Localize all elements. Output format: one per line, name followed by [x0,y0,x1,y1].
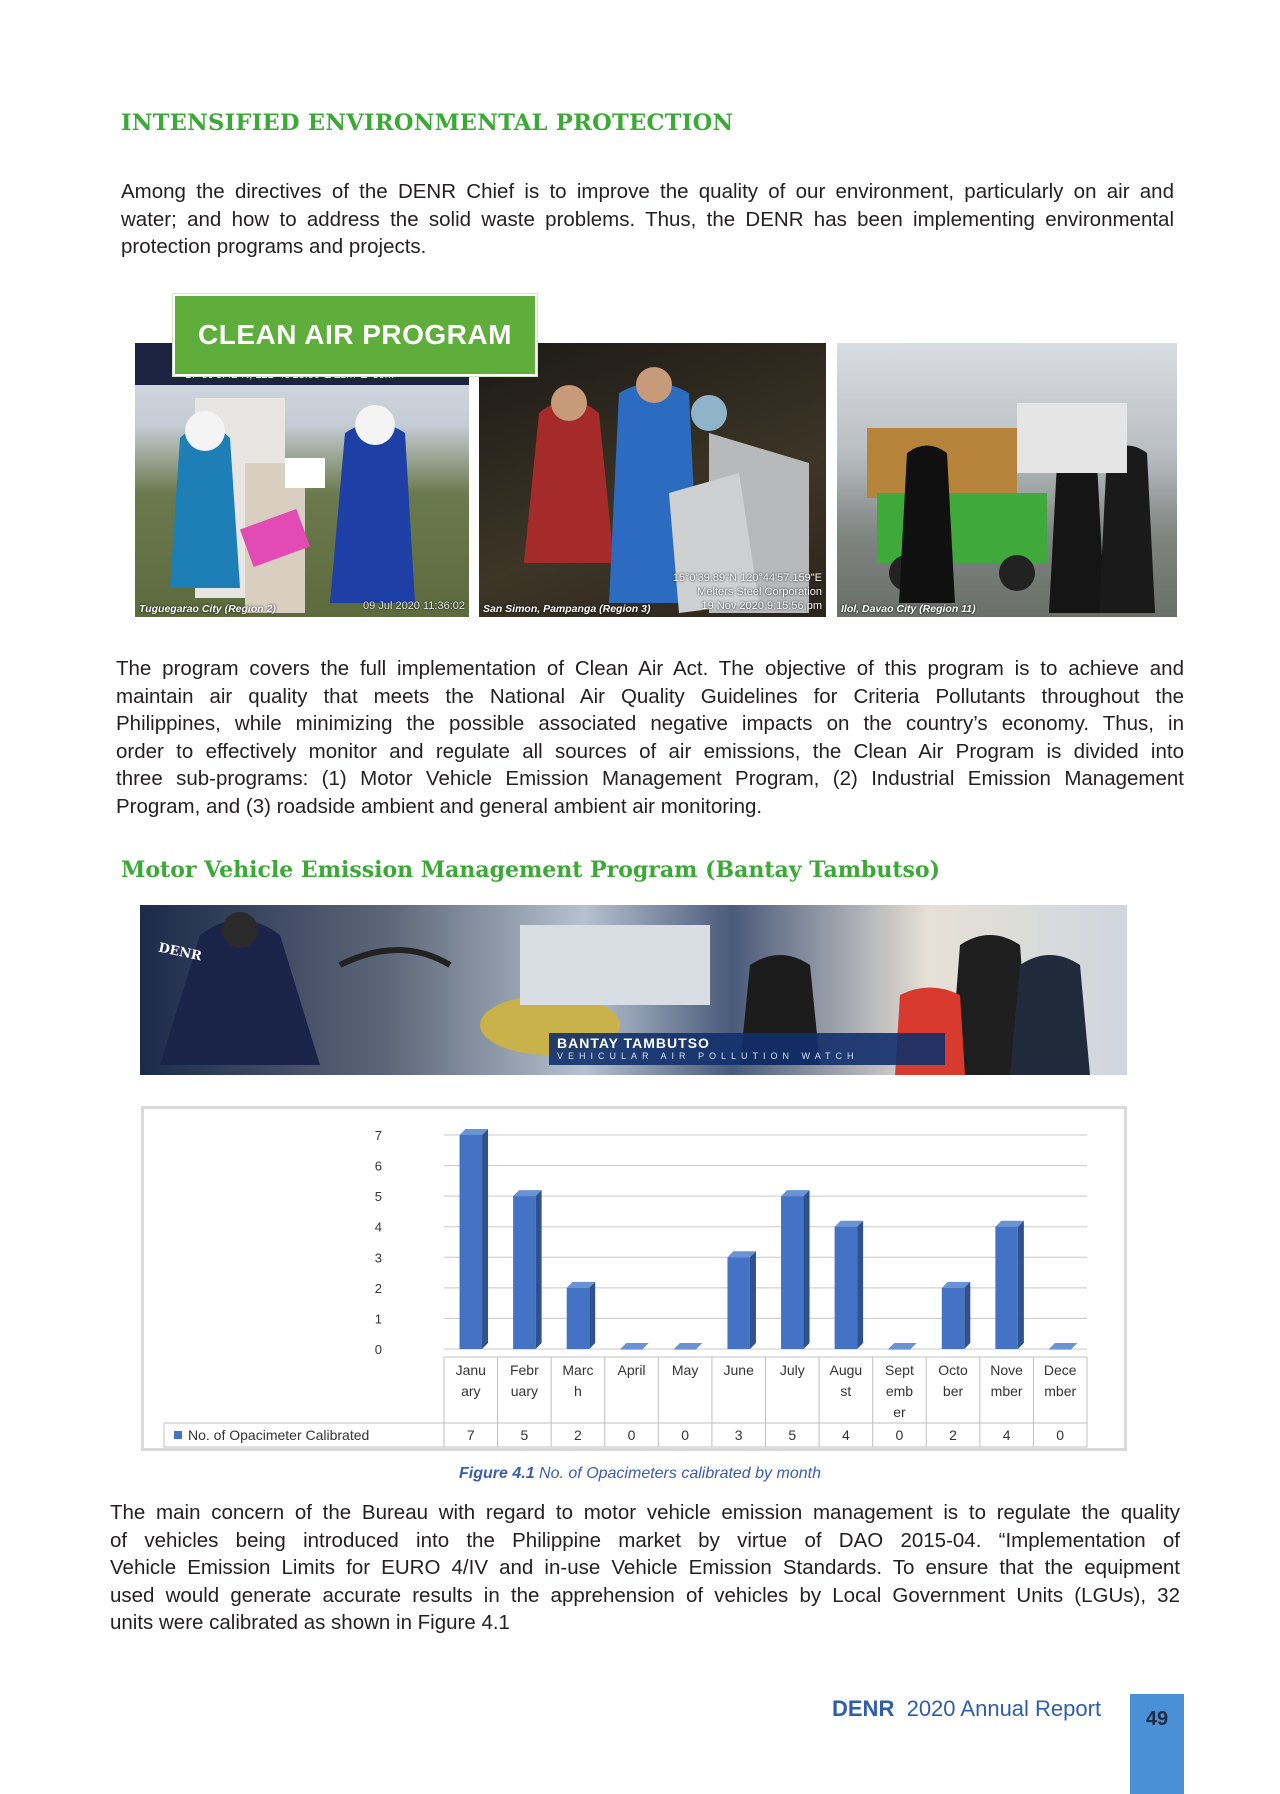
section-heading: INTENSIFIED ENVIRONMENTAL PROTECTION [121,110,734,136]
y-tick-label: 7 [374,1128,382,1143]
main-line: of vehicles being introduced into the Philippine market by virtue of DAO 2015-04. “Implementation of [110,1528,1180,1552]
intro-paragraph [121,178,1174,261]
logo-title: BANTAY TAMBUTSO [557,1035,710,1051]
photo-tuguegarao [135,343,469,617]
x-tick-label: Marc [562,1362,594,1378]
x-tick-label: h [574,1383,582,1399]
intro-line: protection programs and projects. [121,235,427,258]
photo-gps-stamp [673,571,822,613]
program-line: The program covers the full implementation of Clean Air Act. The objective of this program is to achieve and [116,657,1184,680]
data-label: 4 [1002,1427,1011,1443]
program-paragraph [116,655,1184,820]
x-tick-label: Octo [938,1362,968,1378]
bar [674,1349,697,1350]
program-line: Philippines, while minimizing the possible associated negative impacts on the country’s economy. Thus, in [116,712,1184,735]
bar-side [1018,1221,1024,1349]
figure-caption-text: No. of Opacimeters calibrated by month [534,1465,821,1482]
vest-text: DENR [156,940,203,965]
bantay-tambutso-collage [140,905,1127,1075]
bar-side [750,1251,756,1349]
data-label: 0 [681,1427,690,1443]
bar [942,1288,965,1349]
bar-side [857,1221,863,1349]
figure-caption [0,1465,1280,1483]
bar [620,1349,643,1350]
bar-top [620,1343,649,1349]
stamp-location: Melters Steel Corporation [697,586,822,598]
x-tick-label: Sept [885,1362,914,1378]
main-line: used would generate accurate results in the apprehension of vehicles by Local Government Units (LGUs), 32 [110,1583,1180,1607]
program-line: order to effectively monitor and regulate all sources of air emissions, the Clean Air Program is divided into [116,739,1184,763]
photo-san-simon [479,343,826,617]
bar [727,1257,750,1349]
data-label: 2 [574,1427,582,1443]
bar [460,1135,483,1349]
intro-line: water; and how to address the solid waste problems. Thus, the DENR has been implementing environmental [121,207,1174,231]
program-line: maintain air quality that meets the National Air Quality Guidelines for Criteria Pollutants throughout the [116,684,1184,708]
main-paragraph [110,1499,1180,1637]
x-tick-label: Janu [455,1362,486,1378]
data-label: 3 [734,1427,743,1443]
photo-date-stamp: 09 Jul 2020 11:36:02 [363,600,465,612]
x-tick-label: er [893,1404,906,1420]
main-line: units were calibrated as shown in Figure 4.1 [110,1611,510,1634]
bar-top [674,1343,703,1349]
y-tick-label: 4 [374,1219,382,1235]
intro-line: Among the directives of the DENR Chief is to improve the quality of our environment, particularly on air and [121,180,1174,203]
bar [835,1227,858,1349]
y-tick-label: 6 [374,1158,382,1174]
photo-davao [837,343,1177,617]
bar-top [1049,1343,1078,1349]
y-tick-label: 1 [374,1311,382,1327]
subsection-heading: Motor Vehicle Emission Management Program (Bantay Tambutso) [121,857,941,883]
x-tick-label: June [723,1362,754,1378]
photo-caption: Tuguegarao City (Region 2) [139,603,276,615]
x-tick-label: ary [461,1383,481,1399]
bar [513,1196,536,1349]
data-label: 5 [788,1427,797,1443]
y-tick-label: 0 [374,1342,382,1357]
data-label: 7 [466,1427,475,1443]
x-tick-label: Febr [509,1362,539,1378]
opacimeter-chart-svg [144,1109,1124,1448]
program-line: Program, and (3) roadside ambient and general ambient air monitoring. [116,794,763,818]
figure-label: Figure 4.1 [459,1465,535,1482]
logo-subtitle: VEHICULAR AIR POLLUTION WATCH [557,1051,859,1061]
x-tick-label: emb [885,1383,914,1399]
data-label: 2 [949,1427,957,1443]
data-label: 4 [841,1427,850,1443]
legend-swatch [174,1431,182,1439]
main-line: The main concern of the Bureau with regard to motor vehicle emission management is to regulate the quality [110,1501,1180,1524]
y-tick-label: 2 [374,1280,382,1296]
main-line: Vehicle Emission Limits for EURO 4/IV and in-use Vehicle Emission Standards. To ensure that the equipment [110,1556,1180,1579]
x-tick-label: mber [990,1383,1023,1399]
bar [888,1349,911,1350]
data-label: 5 [520,1427,529,1443]
bar-side [536,1190,542,1349]
photo-scene [837,343,1177,617]
program-line: three sub-programs: (1) Motor Vehicle Emission Management Program, (2) Industrial Emission Management [116,767,1184,790]
data-label: 0 [627,1427,636,1443]
bar [781,1196,804,1349]
y-tick-label: 5 [374,1189,382,1205]
bar [567,1288,590,1349]
bar [995,1227,1018,1349]
x-tick-label: Augu [829,1362,863,1378]
photo-scene [135,343,469,617]
opacimeter-chart [141,1106,1127,1451]
bar-side [804,1190,810,1349]
data-label: 0 [1056,1427,1065,1443]
stamp-date: 19 Nov 2020 9:15:56 pm [701,600,822,612]
x-tick-label: uary [510,1383,538,1399]
bar-side [482,1129,488,1349]
photo-caption: Ilol, Davao City (Region 11) [841,603,976,615]
x-tick-label: Dece [1043,1362,1077,1378]
footer-brand: DENR [832,1696,895,1721]
x-tick-label: July [779,1362,805,1378]
stamp-coordinates: 15°0'39.89"N 120°44'57.159"E [672,572,822,584]
x-tick-label: st [840,1383,852,1399]
footer-report-title [832,1696,1101,1722]
bar-side [964,1282,970,1349]
y-tick-label: 3 [374,1250,382,1266]
x-tick-label: April [617,1362,646,1378]
bantay-tambutso-logo [549,1033,945,1065]
x-tick-label: May [671,1362,699,1378]
footer-report: 2020 Annual Report [906,1696,1102,1721]
clean-air-program-banner: CLEAN AIR PROGRAM [173,294,537,376]
legend-label: No. of Opacimeter Calibrated [188,1427,370,1443]
x-tick-label: mber [1044,1383,1077,1399]
x-tick-label: ber [942,1383,964,1399]
bar [1049,1349,1072,1350]
photo-caption: San Simon, Pampanga (Region 3) [483,603,651,615]
page-number: 49 [1130,1694,1184,1794]
bar-top [888,1343,917,1349]
data-label: 0 [895,1427,904,1443]
x-tick-label: Nove [990,1362,1023,1378]
bar-side [589,1282,595,1349]
